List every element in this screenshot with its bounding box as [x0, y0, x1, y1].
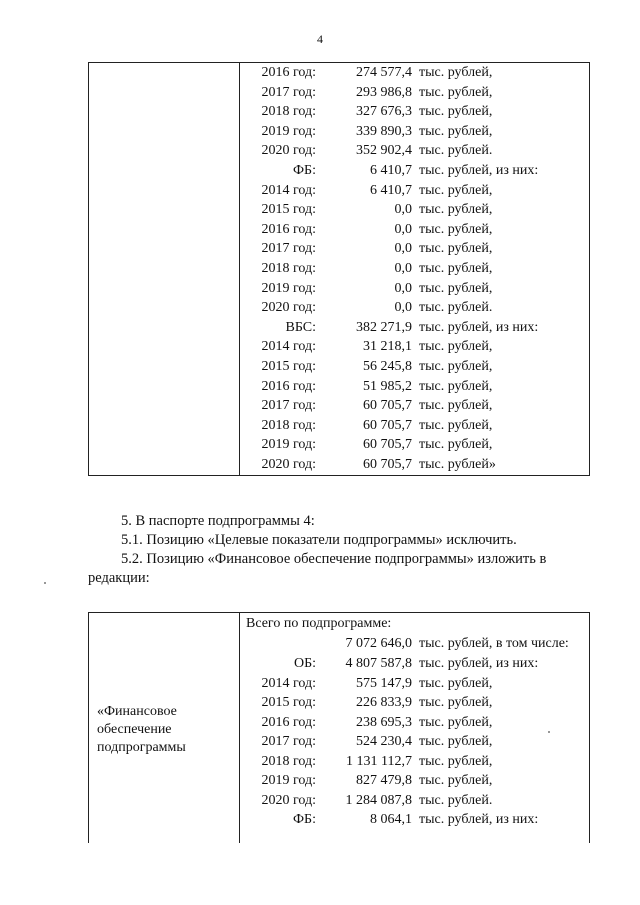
table-row	[0, 141, 640, 161]
finance-position-label: «Финансовое обеспечение подпрограммы	[97, 704, 186, 755]
table-row	[0, 63, 640, 83]
row-label: 2019 год:	[261, 437, 316, 453]
row-amount: 575 147,9	[356, 675, 412, 691]
row-label: 2018 год:	[261, 753, 316, 769]
row-unit: тыс. рублей.	[419, 300, 493, 316]
row-unit: тыс. рублей,	[419, 104, 493, 120]
paragraph-finance-position: 5.2. Позицию «Финансовое обеспечение подпрограммы» изложить в	[121, 551, 547, 567]
row-unit: тыс. рублей,	[419, 773, 493, 788]
row-label: 2018 год:	[261, 261, 316, 276]
row-label: 2019 год:	[261, 280, 316, 296]
row-unit: тыс. рублей,	[419, 339, 493, 355]
row-label: 2017 год:	[261, 84, 316, 100]
row-unit: тыс. рублей»	[419, 457, 496, 472]
table-row	[0, 122, 640, 142]
row-unit: тыс. рублей, из них:	[419, 163, 539, 178]
row-unit: тыс. рублей,	[419, 417, 493, 433]
row-unit: тыс. рублей,	[419, 84, 493, 100]
row-amount: 274 577,4	[356, 65, 412, 80]
row-unit: тыс. рублей,	[419, 378, 493, 394]
row-amount: 4 807 587,8	[345, 656, 412, 671]
row-unit: тыс. рублей,	[419, 734, 493, 749]
row-unit: тыс. рублей,	[419, 437, 493, 453]
row-unit: тыс. рублей, из них:	[419, 656, 539, 671]
row-amount: 0,0	[394, 300, 412, 316]
total-amount: 7 072 646,0	[345, 636, 412, 651]
row-amount: 293 986,8	[356, 84, 412, 100]
row-amount: 339 890,3	[356, 123, 412, 139]
row-amount: 0,0	[394, 241, 412, 257]
row-unit: тыс. рублей,	[419, 675, 493, 691]
row-label: 2018 год:	[261, 417, 316, 433]
scan-speck	[44, 582, 46, 584]
row-label: 2014 год:	[261, 182, 316, 198]
row-amount: 6 410,7	[370, 182, 412, 198]
row-amount: 226 833,9	[356, 695, 412, 710]
row-amount: 827 479,8	[356, 773, 412, 788]
row-unit: тыс. рублей,	[419, 182, 493, 198]
table-row	[0, 732, 640, 752]
row-amount: 0,0	[394, 221, 412, 237]
row-unit: тыс. рублей,	[419, 261, 493, 276]
row-label: 2014 год:	[261, 675, 316, 691]
table-bottom-border	[88, 475, 590, 476]
row-label: 2017 год:	[261, 398, 316, 414]
table-row	[0, 713, 640, 733]
table-row	[0, 752, 640, 772]
row-unit: тыс. рублей,	[419, 202, 493, 218]
row-label: ОБ:	[293, 656, 316, 671]
row-amount: 60 705,7	[363, 457, 412, 472]
scan-speck	[548, 731, 550, 733]
row-amount: 0,0	[394, 261, 412, 276]
row-unit: тыс. рублей,	[419, 695, 493, 710]
row-label: 2017 год:	[261, 734, 316, 749]
row-label: 2016 год:	[261, 714, 316, 730]
row-unit: тыс. рублей, из них:	[419, 812, 539, 827]
row-label: 2014 год:	[261, 339, 316, 355]
row-label: 2016 год:	[261, 221, 316, 237]
table-row	[0, 239, 640, 259]
table-row	[0, 318, 640, 338]
table-row	[0, 435, 640, 455]
row-label: 2019 год:	[261, 123, 316, 139]
table-row	[0, 771, 640, 791]
row-amount: 1 131 112,7	[346, 753, 412, 769]
row-label: ВБС:	[285, 319, 316, 335]
row-unit: тыс. рублей,	[419, 65, 493, 80]
row-amount: 524 230,4	[356, 734, 412, 749]
total-unit: тыс. рублей, в том числе:	[419, 636, 569, 651]
table2-total-row	[0, 634, 640, 654]
row-unit: тыс. рублей,	[419, 398, 493, 414]
row-amount: 0,0	[394, 202, 412, 218]
row-unit: тыс. рублей,	[419, 280, 493, 296]
paragraph-exclude-indicators: 5.1. Позицию «Целевые показатели подпрограммы» исключить.	[121, 532, 517, 548]
row-unit: тыс. рублей,	[419, 359, 493, 374]
table-row	[0, 396, 640, 416]
table-row	[0, 220, 640, 240]
table-row	[0, 791, 640, 811]
row-label: 2016 год:	[261, 65, 316, 80]
paragraph-edition: редакции:	[88, 570, 150, 586]
table-row	[0, 357, 640, 377]
row-amount: 0,0	[394, 280, 412, 296]
row-amount: 60 705,7	[363, 437, 412, 453]
row-label: ФБ:	[293, 812, 316, 827]
row-amount: 238 695,3	[356, 714, 412, 730]
row-amount: 1 284 087,8	[345, 792, 412, 808]
row-label: 2020 год:	[261, 300, 316, 316]
table-row	[0, 259, 640, 279]
row-amount: 327 676,3	[356, 104, 412, 120]
row-label: 2015 год:	[261, 202, 316, 218]
row-unit: тыс. рублей,	[419, 753, 493, 769]
row-unit: тыс. рублей,	[419, 714, 493, 730]
row-label: 2015 год:	[261, 359, 316, 374]
table-row	[0, 455, 640, 475]
row-amount: 60 705,7	[363, 417, 412, 433]
table-row	[0, 810, 640, 830]
row-label: 2018 год:	[261, 104, 316, 120]
row-amount: 8 064,1	[370, 812, 412, 827]
row-unit: тыс. рублей,	[419, 241, 493, 257]
row-label: 2017 год:	[261, 241, 316, 257]
row-amount: 352 902,4	[356, 143, 412, 159]
row-unit: тыс. рублей,	[419, 221, 493, 237]
row-label: ФБ:	[293, 163, 316, 178]
row-amount: 6 410,7	[370, 163, 412, 178]
table-row	[0, 654, 640, 674]
row-label: 2020 год:	[261, 143, 316, 159]
row-label: 2016 год:	[261, 378, 316, 394]
table-row	[0, 83, 640, 103]
table-row	[0, 693, 640, 713]
row-label: 2019 год:	[261, 773, 316, 788]
row-unit: тыс. рублей.	[419, 792, 493, 808]
table-row	[0, 416, 640, 436]
row-amount: 56 245,8	[363, 359, 412, 374]
table-row	[0, 279, 640, 299]
table-row	[0, 161, 640, 181]
row-amount: 382 271,9	[356, 319, 412, 335]
paragraph-passport: 5. В паспорте подпрограммы 4:	[121, 513, 315, 529]
table-row	[0, 674, 640, 694]
table-row	[0, 377, 640, 397]
table-row	[0, 102, 640, 122]
row-unit: тыс. рублей, из них:	[419, 319, 539, 335]
row-amount: 31 218,1	[363, 339, 412, 355]
row-amount: 51 985,2	[363, 378, 412, 394]
row-unit: тыс. рублей,	[419, 123, 493, 139]
row-amount: 60 705,7	[363, 398, 412, 414]
page-number: 4	[317, 32, 323, 46]
row-unit: тыс. рублей.	[419, 143, 493, 159]
row-label: 2015 год:	[261, 695, 316, 710]
table-row	[0, 181, 640, 201]
table-row	[0, 337, 640, 357]
table-row	[0, 298, 640, 318]
row-label: 2020 год:	[261, 457, 316, 472]
table-row	[0, 200, 640, 220]
row-label: 2020 год:	[261, 792, 316, 808]
